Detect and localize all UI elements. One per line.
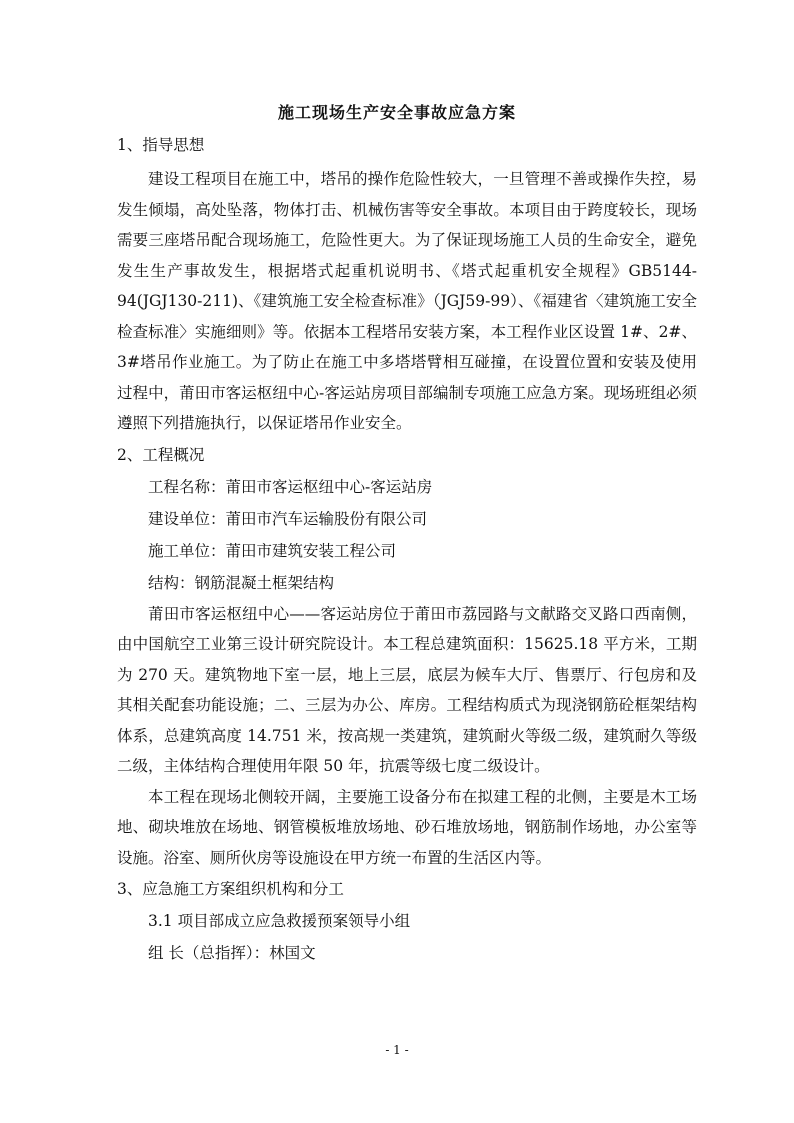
page-number: - 1 -	[385, 1043, 409, 1057]
section-3-heading: 3、应急施工方案组织机构和分工	[117, 880, 344, 898]
section-1-heading: 1、指导思想	[117, 136, 205, 154]
team-leader-line: 组 长（总指挥）：林国文	[148, 944, 316, 962]
document-title: 施工现场生产安全事故应急方案	[277, 103, 516, 122]
structure-line: 结构：钢筋混凝土框架结构	[148, 573, 335, 592]
section-3-subheading: 3.1 项目部成立应急救援预案领导小组	[148, 912, 411, 930]
section-2-paragraph-2: 本工程在现场北侧较开阔，主要施工设备分布在拟建工程的北侧，主要是木工场地、砌块堆放在场地、钢管模板堆放场地、砂石堆放场地，钢筋制作场地，办公室等设施。浴室、厕所伙房等设施设在甲方统一布置的生活区内等。	[117, 787, 697, 867]
builder-line: 建设单位：莆田市汽车运输股份有限公司	[148, 509, 428, 528]
section-2-paragraph-1: 莆田市客运枢纽中心——客运站房位于莆田市荔园路与文献路交叉路口西南侧，由中国航空工业第三设计研究院设计。本工程总建筑面积：15625.18 平方米，工期为 270 天。建筑物地下室一层，地上三层，底层为候车大厅、售票厅、行包房和及其相关配套功能设施；二、三层为办公、库房。工程结构质式为现浇钢筋砼框架结构体系，总建筑高度 14.751 米，按高规一类建筑，建筑耐火等级二级，建筑耐久等级二级，主体结构合理使用年限 50 年，抗震等级七度二级设计。	[117, 604, 697, 775]
section-1-paragraph: 建设工程项目在施工中，塔吊的操作危险性较大，一旦管理不善或操作失控，易发生倾塌，高处坠落，物体打击、机械伤害等安全事故。本项目由于跨度较长，现场需要三座塔吊配合现场施工，危险性更大。为了保证现场施工人员的生命安全，避免发生生产事故发生，根据塔式起重机说明书、《塔式起重机安全规程》GB5144-94(JGJ130-211)、《建筑施工安全检查标准》（JGJ59-99）、《福建省〈建筑施工安全检查标准〉实施细则》等。依据本工程塔吊安装方案，本工程作业区设置 1#、2#、3#塔吊作业施工。为了防止在施工中多塔塔臂相互碰撞，在设置位置和安装及使用过程中，莆田市客运枢纽中心-客运站房项目部编制专项施工应急方案。现场班组必须遵照下列措施执行，以保证塔吊作业安全。	[117, 170, 697, 432]
section-2-heading: 2、工程概况	[117, 445, 205, 464]
project-name-line: 工程名称：莆田市客运枢纽中心-客运站房	[148, 477, 433, 496]
contractor-line: 施工单位：莆田市建筑安装工程公司	[148, 541, 397, 560]
document-body	[117, 129, 697, 969]
